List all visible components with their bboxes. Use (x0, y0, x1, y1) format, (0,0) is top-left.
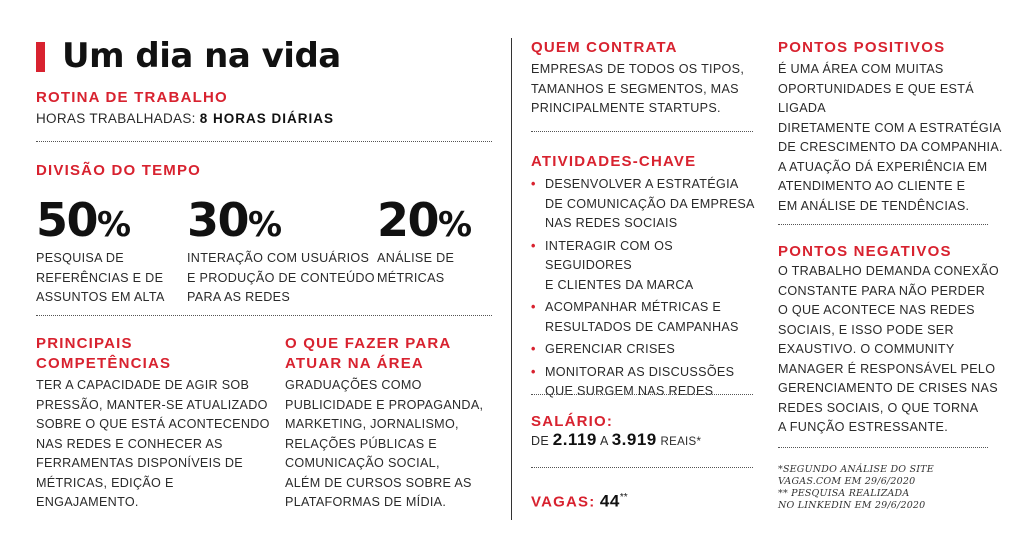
negativos-text: O TRABALHO DEMANDA CONEXÃO CONSTANTE PARA NÃO PERDER O QUE ACONTECE NAS REDES SOCIAIS, E ISSO PODE SER EXAUSTIVO. O COMMUNITY MANAGER É RESPONSÁVEL PELO GERENCIAMENTO DE CRISES NAS REDES SOCIAIS, O QUE TORNA A FUNÇÃO ESTRESSANTE. (778, 264, 1000, 434)
rotina-label: HORAS TRABALHADAS: (36, 111, 196, 126)
time-share-value: 50% (36, 193, 132, 247)
divider (36, 141, 492, 142)
title-accent-bar (36, 42, 45, 72)
time-share-1 (36, 193, 186, 308)
divider (778, 224, 988, 225)
fazer-heading: O QUE FAZER PARA ATUAR NA ÁREA (285, 335, 452, 372)
list-item: • ACOMPANHAR MÉTRICAS E RESULTADOS DE CAMPANHAS (531, 300, 739, 334)
time-share-value: 30% (187, 193, 283, 247)
time-share-desc: PESQUISA DE REFERÊNCIAS E DE ASSUNTOS EM ALTA (36, 251, 165, 304)
positivos-heading: PONTOS POSITIVOS (778, 39, 946, 56)
vagas-line (531, 486, 628, 514)
time-share-desc: ANÁLISE DE MÉTRICAS (377, 251, 455, 285)
time-share-3 (377, 193, 497, 288)
footnote: *SEGUNDO ANÁLISE DO SITE VAGAS.COM EM 29/6/2020 ** PESQUISA REALIZADA NO LINKEDIN EM 29/6/2020 (778, 464, 934, 511)
fazer-text: GRADUAÇÕES COMO PUBLICIDADE E PROPAGANDA, MARKETING, JORNALISMO, RELAÇÕES PÚBLICAS E COMUNICAÇÃO SOCIAL, ALÉM DE CURSOS SOBRE AS PLATAFORMAS DE MÍDIA. (285, 378, 484, 509)
divider (531, 394, 753, 395)
time-share-2 (187, 193, 377, 308)
divisao-heading: DIVISÃO DO TEMPO (36, 162, 202, 179)
atividades-heading: ATIVIDADES-CHAVE (531, 153, 697, 170)
divider (531, 467, 753, 468)
divider (778, 447, 988, 448)
negativos-heading: PONTOS NEGATIVOS (778, 243, 952, 260)
list-item: • DESENVOLVER A ESTRATÉGIA DE COMUNICAÇÃO DA EMPRESA NAS REDES SOCIAIS (531, 177, 755, 230)
time-share-desc: INTERAÇÃO COM USUÁRIOS E PRODUÇÃO DE CONTEÚDO PARA AS REDES (187, 251, 375, 304)
rotina-value: 8 HORAS DIÁRIAS (199, 111, 335, 126)
divider (36, 315, 492, 316)
vagas-heading: VAGAS: (531, 493, 596, 511)
page-title: Um dia na vida (62, 36, 341, 76)
vagas-value: 44 (599, 491, 620, 511)
column-divider (511, 38, 512, 520)
rotina-line (36, 109, 334, 129)
salario-line: DE 2.119 A 3.919 REAIS* (531, 430, 702, 449)
atividades-list (531, 175, 763, 405)
contrata-heading: QUEM CONTRATA (531, 39, 678, 56)
divider (531, 131, 753, 132)
salario-heading: SALÁRIO: (531, 413, 614, 430)
time-share-value: 20% (377, 193, 473, 247)
positivos-text: É UMA ÁREA COM MUITAS OPORTUNIDADES E QUE ESTÁ LIGADA DIRETAMENTE COM A ESTRATÉGIA DE CRESCIMENTO DA COMPANHIA. A ATUAÇÃO DÁ EXPERIÊNCIA EM ATENDIMENTO AO CLIENTE E EM ANÁLISE DE TENDÊNCIAS. (778, 62, 1003, 213)
list-item: • INTERAGIR COM OS SEGUIDORES E CLIENTES DA MARCA (531, 238, 694, 292)
competencias-heading: PRINCIPAIS COMPETÊNCIAS (36, 335, 172, 372)
list-item: • GERENCIAR CRISES (531, 342, 676, 356)
rotina-heading: ROTINA DE TRABALHO (36, 89, 228, 106)
vagas-mark: ** (619, 492, 628, 503)
competencias-text: TER A CAPACIDADE DE AGIR SOB PRESSÃO, MANTER-SE ATUALIZADO SOBRE O QUE ESTÁ ACONTECENDO NAS REDES E CONHECER AS FERRAMENTAS DISPONÍVEIS DE MÉTRICAS, EDIÇÃO E ENGAJAMENTO. (36, 378, 270, 509)
contrata-text: EMPRESAS DE TODOS OS TIPOS, TAMANHOS E SEGMENTOS, MAS PRINCIPALMENTE STARTUPS. (531, 62, 745, 115)
list-item: • MONITORAR AS DISCUSSÕES QUE SURGEM NAS REDES (531, 364, 735, 398)
